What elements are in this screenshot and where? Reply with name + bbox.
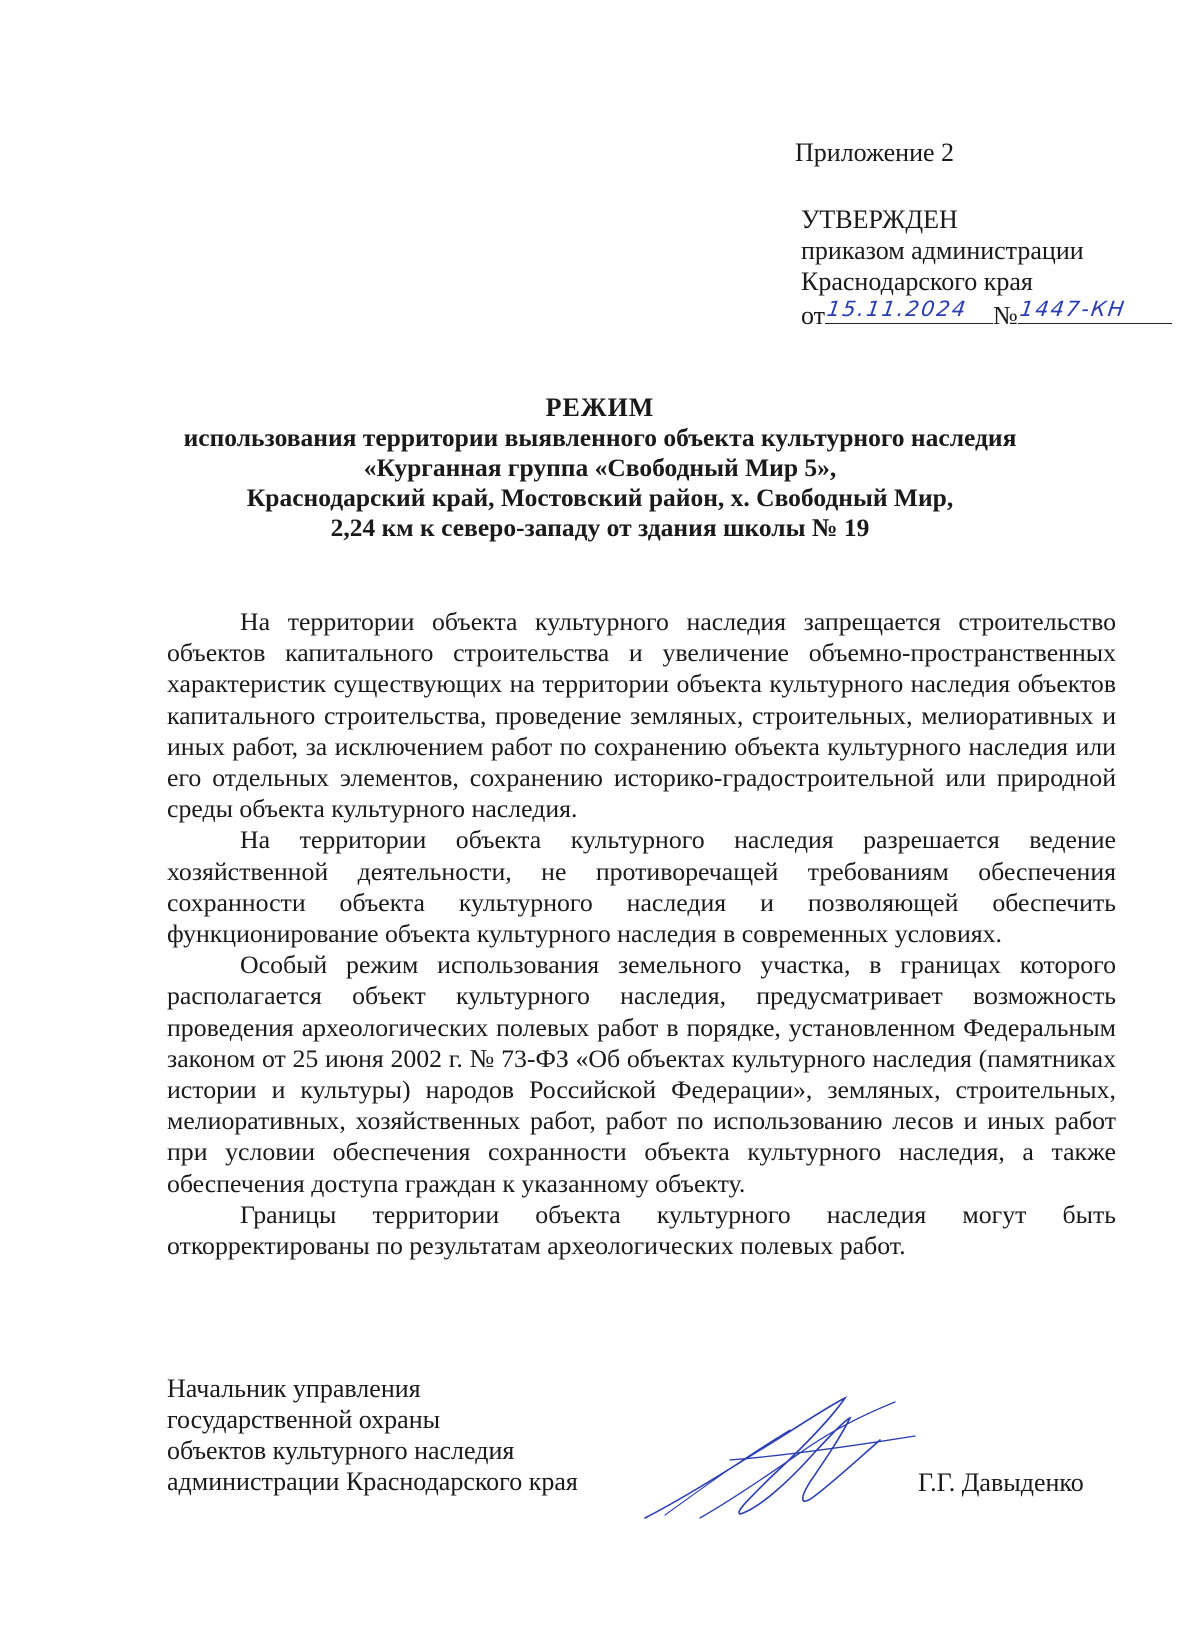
approval-stamp (801, 204, 1172, 331)
paragraph-prohibitions: На территории объекта культурного наследия запрещается строительство объектов капитального строительства и увеличение объемно-пространственных характеристик существующих на территории объекта культурного наследия объектов капитального строительства, проведение земляных, строительных, мелиоративных и иных работ, за исключением работ по сохранению объекта культурного наследия или его отдельных элементов, сохранению историко-градостроительной или природной среды объекта культурного наследия. (167, 607, 1116, 824)
approved-by-line-2: Краснодарского края (801, 267, 1033, 296)
appendix-label: Приложение 2 (795, 138, 955, 167)
title-line-1: использования территории выявленного объекта культурного наследия (183, 423, 1017, 452)
signatory-line-1: Начальник управления (167, 1374, 421, 1403)
number-prefix: № (993, 301, 1018, 330)
number-field (1018, 297, 1172, 324)
paragraph-boundaries: Границы территории объекта культурного наследия могут быть откорректированы по результатам археологических полевых работ. (167, 1199, 1116, 1261)
signatory-position (167, 1373, 578, 1497)
date-field (825, 297, 993, 324)
title-line-2: «Курганная группа «Свободный Мир 5», (363, 453, 837, 482)
handwritten-number: 1447-КН (1018, 297, 1128, 321)
title-main: РЕЖИМ (545, 393, 655, 422)
approval-date-number-line (801, 297, 1172, 331)
signatory-name: Г.Г. Давыденко (918, 1468, 1084, 1497)
approved-by-line-1: приказом администрации (801, 236, 1084, 265)
date-prefix: от (801, 301, 826, 330)
approved-label: УТВЕРЖДЕН (801, 205, 958, 234)
title-line-3: Краснодарский край, Мостовский район, х. Свободный Мир, (246, 483, 954, 512)
paragraph-permissions: На территории объекта культурного наследия разрешается ведение хозяйственной деятельности, не противоречащей требованиям обеспечения сохранности объекта культурного наследия и позволяющей обеспечить функционирование объекта культурного наследия в современных условиях. (167, 825, 1116, 949)
signatory-line-3: объектов культурного наследия (167, 1436, 515, 1465)
title-line-4: 2,24 км к северо-западу от здания школы № 19 (330, 513, 870, 542)
handwritten-date: 15.11.2024 (825, 297, 970, 321)
document-body (167, 606, 1116, 1261)
document-title (100, 393, 1100, 543)
paragraph-special-regime: Особый режим использования земельного участка, в границах которого располагается объект культурного наследия, предусматривает возможность проведения археологических полевых работ в порядке, установленном Федеральным законом от 25 июня 2002 г. № 73-ФЗ «Об объектах культурного наследия (памятниках истории и культуры) народов Российской Федерации», земляных, строительных, мелиоративных, хозяйственных работ, работ по использованию лесов и иных работ при условии обеспечения сохранности объекта культурного наследия, а также обеспечения доступа граждан к указанному объекту. (167, 950, 1116, 1198)
signatory-line-4: администрации Краснодарского края (167, 1467, 578, 1496)
handwritten-signature (640, 1390, 920, 1530)
signatory-line-2: государственной охраны (167, 1405, 441, 1434)
